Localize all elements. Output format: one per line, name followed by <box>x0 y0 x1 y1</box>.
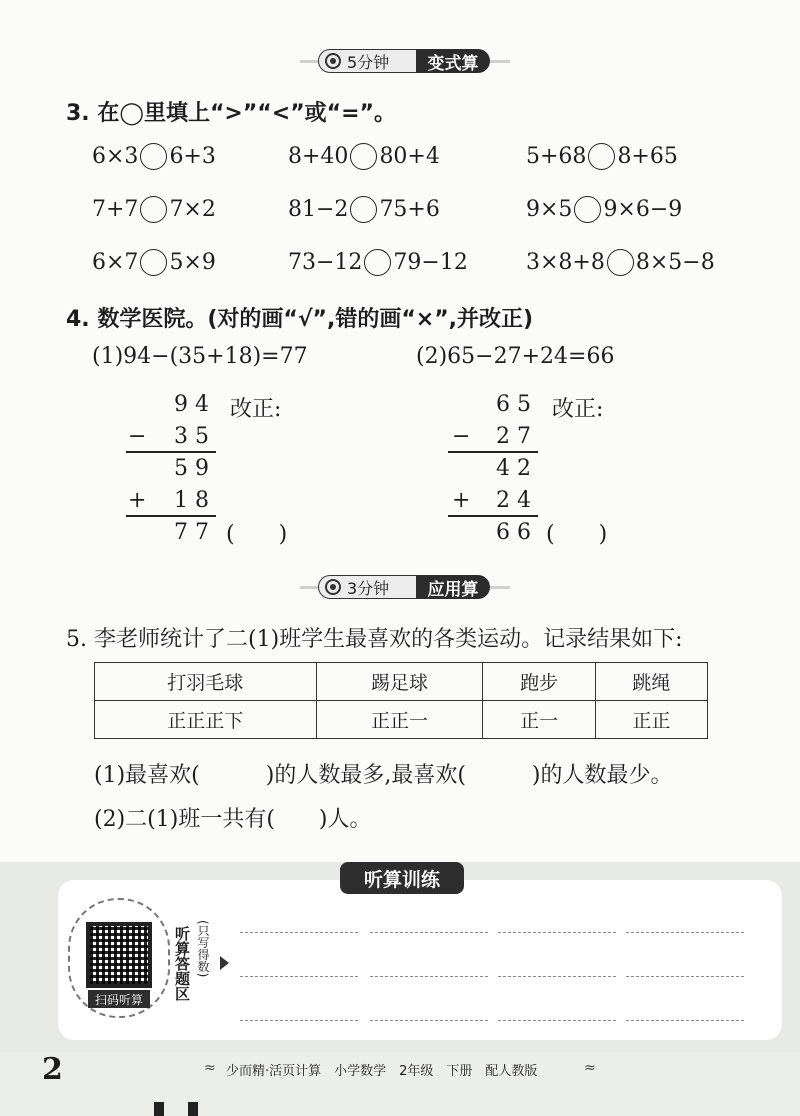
p1-subtrahend: 3 5 <box>174 424 209 449</box>
table-header-cell: 踢足球 <box>316 663 483 701</box>
p2-answer-paren[interactable]: ( ) <box>546 522 608 547</box>
answer-circle[interactable] <box>140 196 167 223</box>
qr-code-icon[interactable] <box>86 922 152 988</box>
tally-cell: 正正 <box>595 701 707 739</box>
qr-label: 扫码听算 <box>88 990 150 1008</box>
compare-item: 7+7 7×2 <box>92 197 216 222</box>
p1-plus-sign: + <box>128 488 147 513</box>
section-label: 变式算 <box>416 49 490 73</box>
q5-subquestion-2[interactable]: (2)二(1)班一共有( )人。 <box>94 807 372 832</box>
time-badge: 5分钟 <box>318 49 418 73</box>
answer-line[interactable] <box>370 976 488 977</box>
table-header-cell: 打羽毛球 <box>95 663 317 701</box>
section-label: 应用算 <box>416 575 490 599</box>
wave-icon: ≈ <box>584 1060 596 1076</box>
compare-item: 3×8+8 8×5−8 <box>526 250 715 275</box>
listening-title: 听算训练 <box>340 862 464 894</box>
answer-zone-label: 听算答题区 <box>173 926 191 1001</box>
p1-addend: 1 8 <box>174 488 209 513</box>
compare-item: 73−12 79−12 <box>288 250 468 275</box>
answer-circle[interactable] <box>364 249 391 276</box>
answer-line[interactable] <box>240 932 358 933</box>
answer-line[interactable] <box>626 1020 744 1021</box>
table-header-cell: 跑步 <box>483 663 595 701</box>
answer-circle[interactable] <box>607 249 634 276</box>
p1-result: 7 7 <box>174 520 209 545</box>
p2-result: 6 6 <box>496 520 531 545</box>
answer-circle[interactable] <box>140 249 167 276</box>
p1-line-2 <box>126 515 216 517</box>
p1-fix-label: 改正: <box>230 397 282 422</box>
p2-line-1 <box>448 451 538 453</box>
problem-1-title: (1)94−(35+18)=77 <box>92 344 308 369</box>
compare-item: 8+40 80+4 <box>288 144 440 169</box>
answer-line[interactable] <box>498 1020 616 1021</box>
p1-line-1 <box>126 451 216 453</box>
play-arrow-icon <box>220 956 229 970</box>
print-mark <box>188 1102 198 1116</box>
p1-intermediate: 5 9 <box>174 456 209 481</box>
q5-subquestion-1[interactable]: (1)最喜欢( )的人数最多,最喜欢( )的人数最少。 <box>94 763 673 788</box>
answer-line[interactable] <box>240 976 358 977</box>
footer-text: 少而精·活页计算 小学数学 2年级 下册 配人教版 <box>226 1064 538 1079</box>
compare-item: 9×5 9×6−9 <box>526 197 683 222</box>
p2-minus-sign: − <box>452 424 471 449</box>
p2-addend: 2 4 <box>496 488 531 513</box>
answer-circle[interactable] <box>350 196 377 223</box>
compare-item: 6×7 5×9 <box>92 250 216 275</box>
table-header-cell: 跳绳 <box>595 663 707 701</box>
answer-circle[interactable] <box>140 143 167 170</box>
answer-circle[interactable] <box>350 143 377 170</box>
answer-circle[interactable] <box>588 143 615 170</box>
answer-line[interactable] <box>240 1020 358 1021</box>
answer-zone-note: (只写得数) <box>196 920 210 978</box>
p2-fix-label: 改正: <box>552 397 604 422</box>
q4-heading: 4. 数学医院。(对的画“√”,错的画“×”,并改正) <box>66 307 534 332</box>
table-row <box>95 701 708 739</box>
answer-line[interactable] <box>370 1020 488 1021</box>
p2-line-2 <box>448 515 538 517</box>
medal-icon <box>325 579 341 595</box>
p2-intermediate: 4 2 <box>496 456 531 481</box>
p1-minus-sign: − <box>128 424 147 449</box>
tally-cell: 正一 <box>483 701 595 739</box>
answer-line[interactable] <box>626 976 744 977</box>
compare-item: 6×3 6+3 <box>92 144 216 169</box>
q5-heading: 5. 李老师统计了二(1)班学生最喜欢的各类运动。记录结果如下: <box>66 627 683 652</box>
page-number: 2 <box>42 1052 63 1087</box>
p2-minuend: 6 5 <box>496 392 531 417</box>
q3-heading: 3. 在◯里填上“>”“<”或“=”。 <box>66 101 397 126</box>
problem-2-title: (2)65−27+24=66 <box>416 344 615 369</box>
table-header-row <box>95 663 708 701</box>
answer-line[interactable] <box>498 976 616 977</box>
p2-plus-sign: + <box>452 488 471 513</box>
wave-icon: ≈ <box>204 1060 216 1076</box>
tally-cell: 正正正下 <box>95 701 317 739</box>
print-mark <box>154 1102 164 1116</box>
section-banner-variant <box>300 48 510 74</box>
tally-cell: 正正一 <box>316 701 483 739</box>
p2-subtrahend: 2 7 <box>496 424 531 449</box>
answer-line[interactable] <box>626 932 744 933</box>
answer-line[interactable] <box>370 932 488 933</box>
section-banner-applied <box>300 574 510 600</box>
compare-item: 81−2 75+6 <box>288 197 440 222</box>
sport-tally-table <box>94 662 708 739</box>
p1-answer-paren[interactable]: ( ) <box>226 522 288 547</box>
time-badge: 3分钟 <box>318 575 418 599</box>
compare-item: 5+68 8+65 <box>526 144 678 169</box>
answer-circle[interactable] <box>574 196 601 223</box>
p1-minuend: 9 4 <box>174 392 209 417</box>
answer-line[interactable] <box>498 932 616 933</box>
medal-icon <box>325 53 341 69</box>
